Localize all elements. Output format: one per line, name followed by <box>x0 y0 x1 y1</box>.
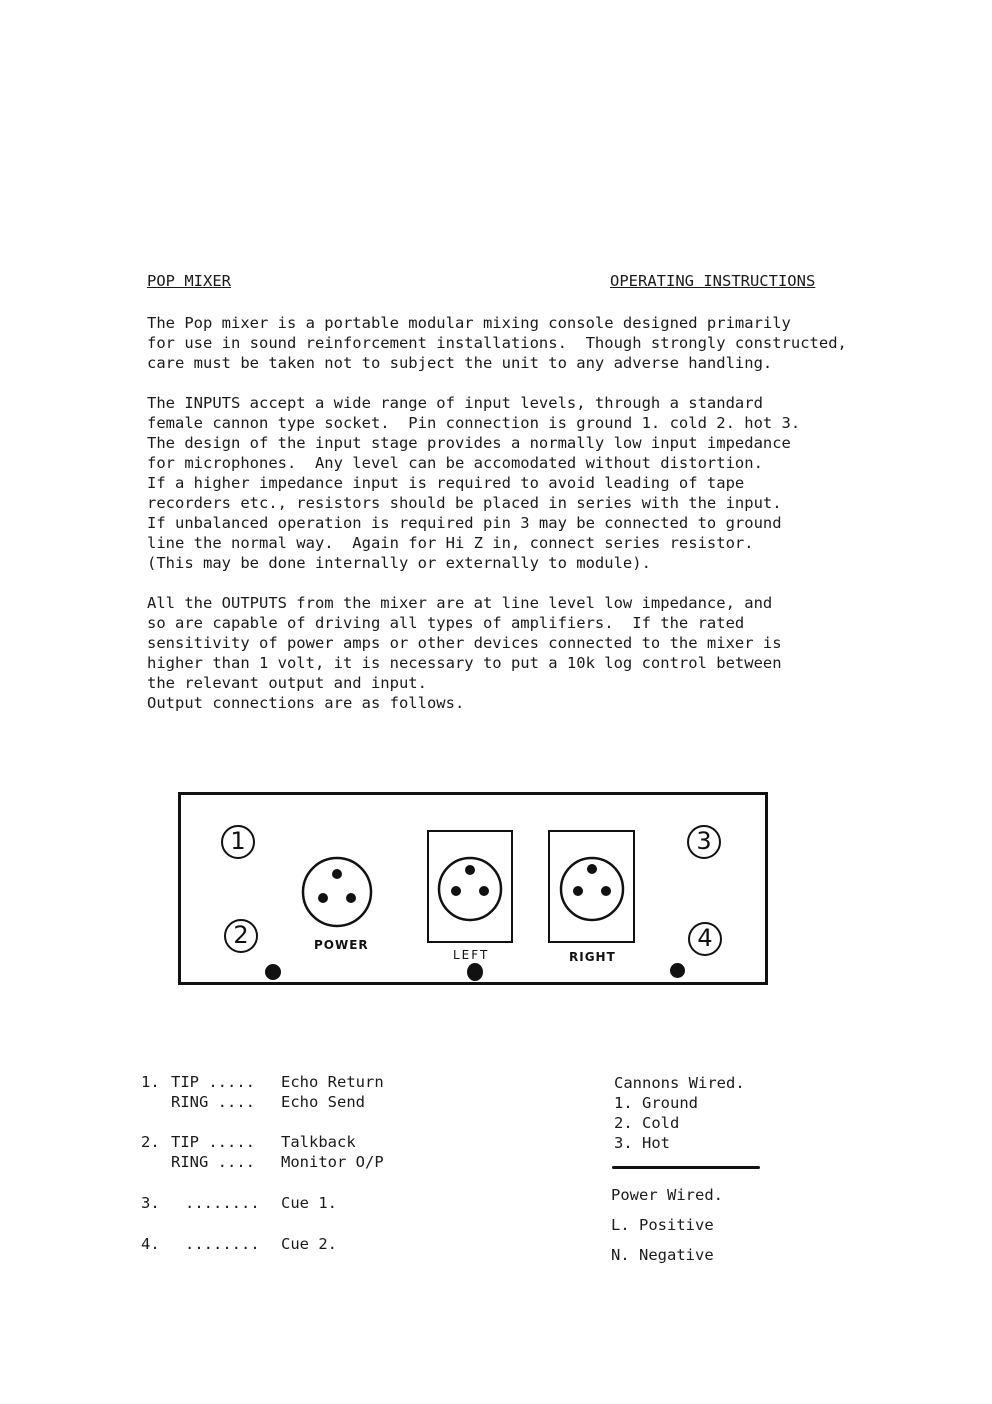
list-item-key: ........ <box>185 1194 260 1212</box>
left-label: LEFT <box>453 948 490 962</box>
list-item-number: 4. <box>141 1235 160 1253</box>
mounting-hole-left <box>265 964 281 980</box>
list-item-value: Talkback <box>281 1133 356 1151</box>
jack-1-marker: 1 <box>221 825 255 859</box>
left-socket-icon <box>434 853 506 925</box>
list-item: 2. Cold <box>614 1114 680 1132</box>
list-item-number: 1. <box>141 1073 160 1091</box>
jack-2-marker: 2 <box>224 919 258 953</box>
jack-3-marker: 3 <box>687 825 721 859</box>
list-item-key: ........ <box>185 1235 260 1253</box>
power-label: POWER <box>314 938 369 952</box>
list-item-value: Echo Send <box>281 1093 365 1111</box>
list-item-number: 3. <box>141 1194 160 1212</box>
intro-paragraph: The Pop mixer is a portable modular mixing console designed primarily for use in sound reinforcement installations. Though strongly constructed, care must be taken not to subject the unit to any adverse handling. <box>147 314 847 372</box>
list-item-key: RING .... <box>171 1153 255 1171</box>
jack-4-marker: 4 <box>688 922 722 956</box>
list-item-number: 2. <box>141 1133 160 1151</box>
outputs-paragraph: All the OUTPUTS from the mixer are at line level low impedance, and so are capable of driving all types of amplifiers. If the rated sensitivity of power amps or other devices connected to the mixer is higher than 1 volt, it is necessary to put a 10k log control between the relevant output and input. Output connections are as follows. <box>147 594 782 712</box>
doc-section-title: OPERATING INSTRUCTIONS <box>610 272 816 290</box>
list-item: 3. Hot <box>614 1134 670 1152</box>
power-socket-icon <box>298 855 376 933</box>
mounting-hole-center <box>467 963 483 981</box>
power-title: Power Wired. <box>611 1186 723 1204</box>
right-socket-icon <box>556 853 628 925</box>
list-item-value: Cue 1. <box>281 1194 337 1212</box>
list-item: 1. Ground <box>614 1094 698 1112</box>
list-item-key: RING .... <box>171 1093 255 1111</box>
cannons-title: Cannons Wired. <box>614 1074 745 1092</box>
mounting-hole-right <box>670 963 685 978</box>
connector-panel-diagram <box>178 792 768 985</box>
list-item-key: TIP ..... <box>171 1073 255 1091</box>
list-item-value: Cue 2. <box>281 1235 337 1253</box>
inputs-paragraph: The INPUTS accept a wide range of input levels, through a standard female cannon type socket. Pin connection is ground 1. cold 2. hot 3. The design of the input stage provides a normally low input impedance for microphones. Any level can be accomodated without distortion. If a higher impedance input is required to avoid leading of tape recorders etc., resistors should be placed in series with the input. If unbalanced operation is required pin 3 may be connected to ground line the normal way. Again for Hi Z in, connect series resistor. (This may be done internally or externally to module). <box>147 394 801 572</box>
list-item-key: TIP ..... <box>171 1133 255 1151</box>
list-item: N. Negative <box>611 1246 714 1264</box>
list-item-value: Monitor O/P <box>281 1153 384 1171</box>
divider <box>612 1166 760 1169</box>
right-label: RIGHT <box>569 950 616 964</box>
doc-title: POP MIXER <box>147 272 231 290</box>
list-item-value: Echo Return <box>281 1073 384 1091</box>
list-item: L. Positive <box>611 1216 714 1234</box>
